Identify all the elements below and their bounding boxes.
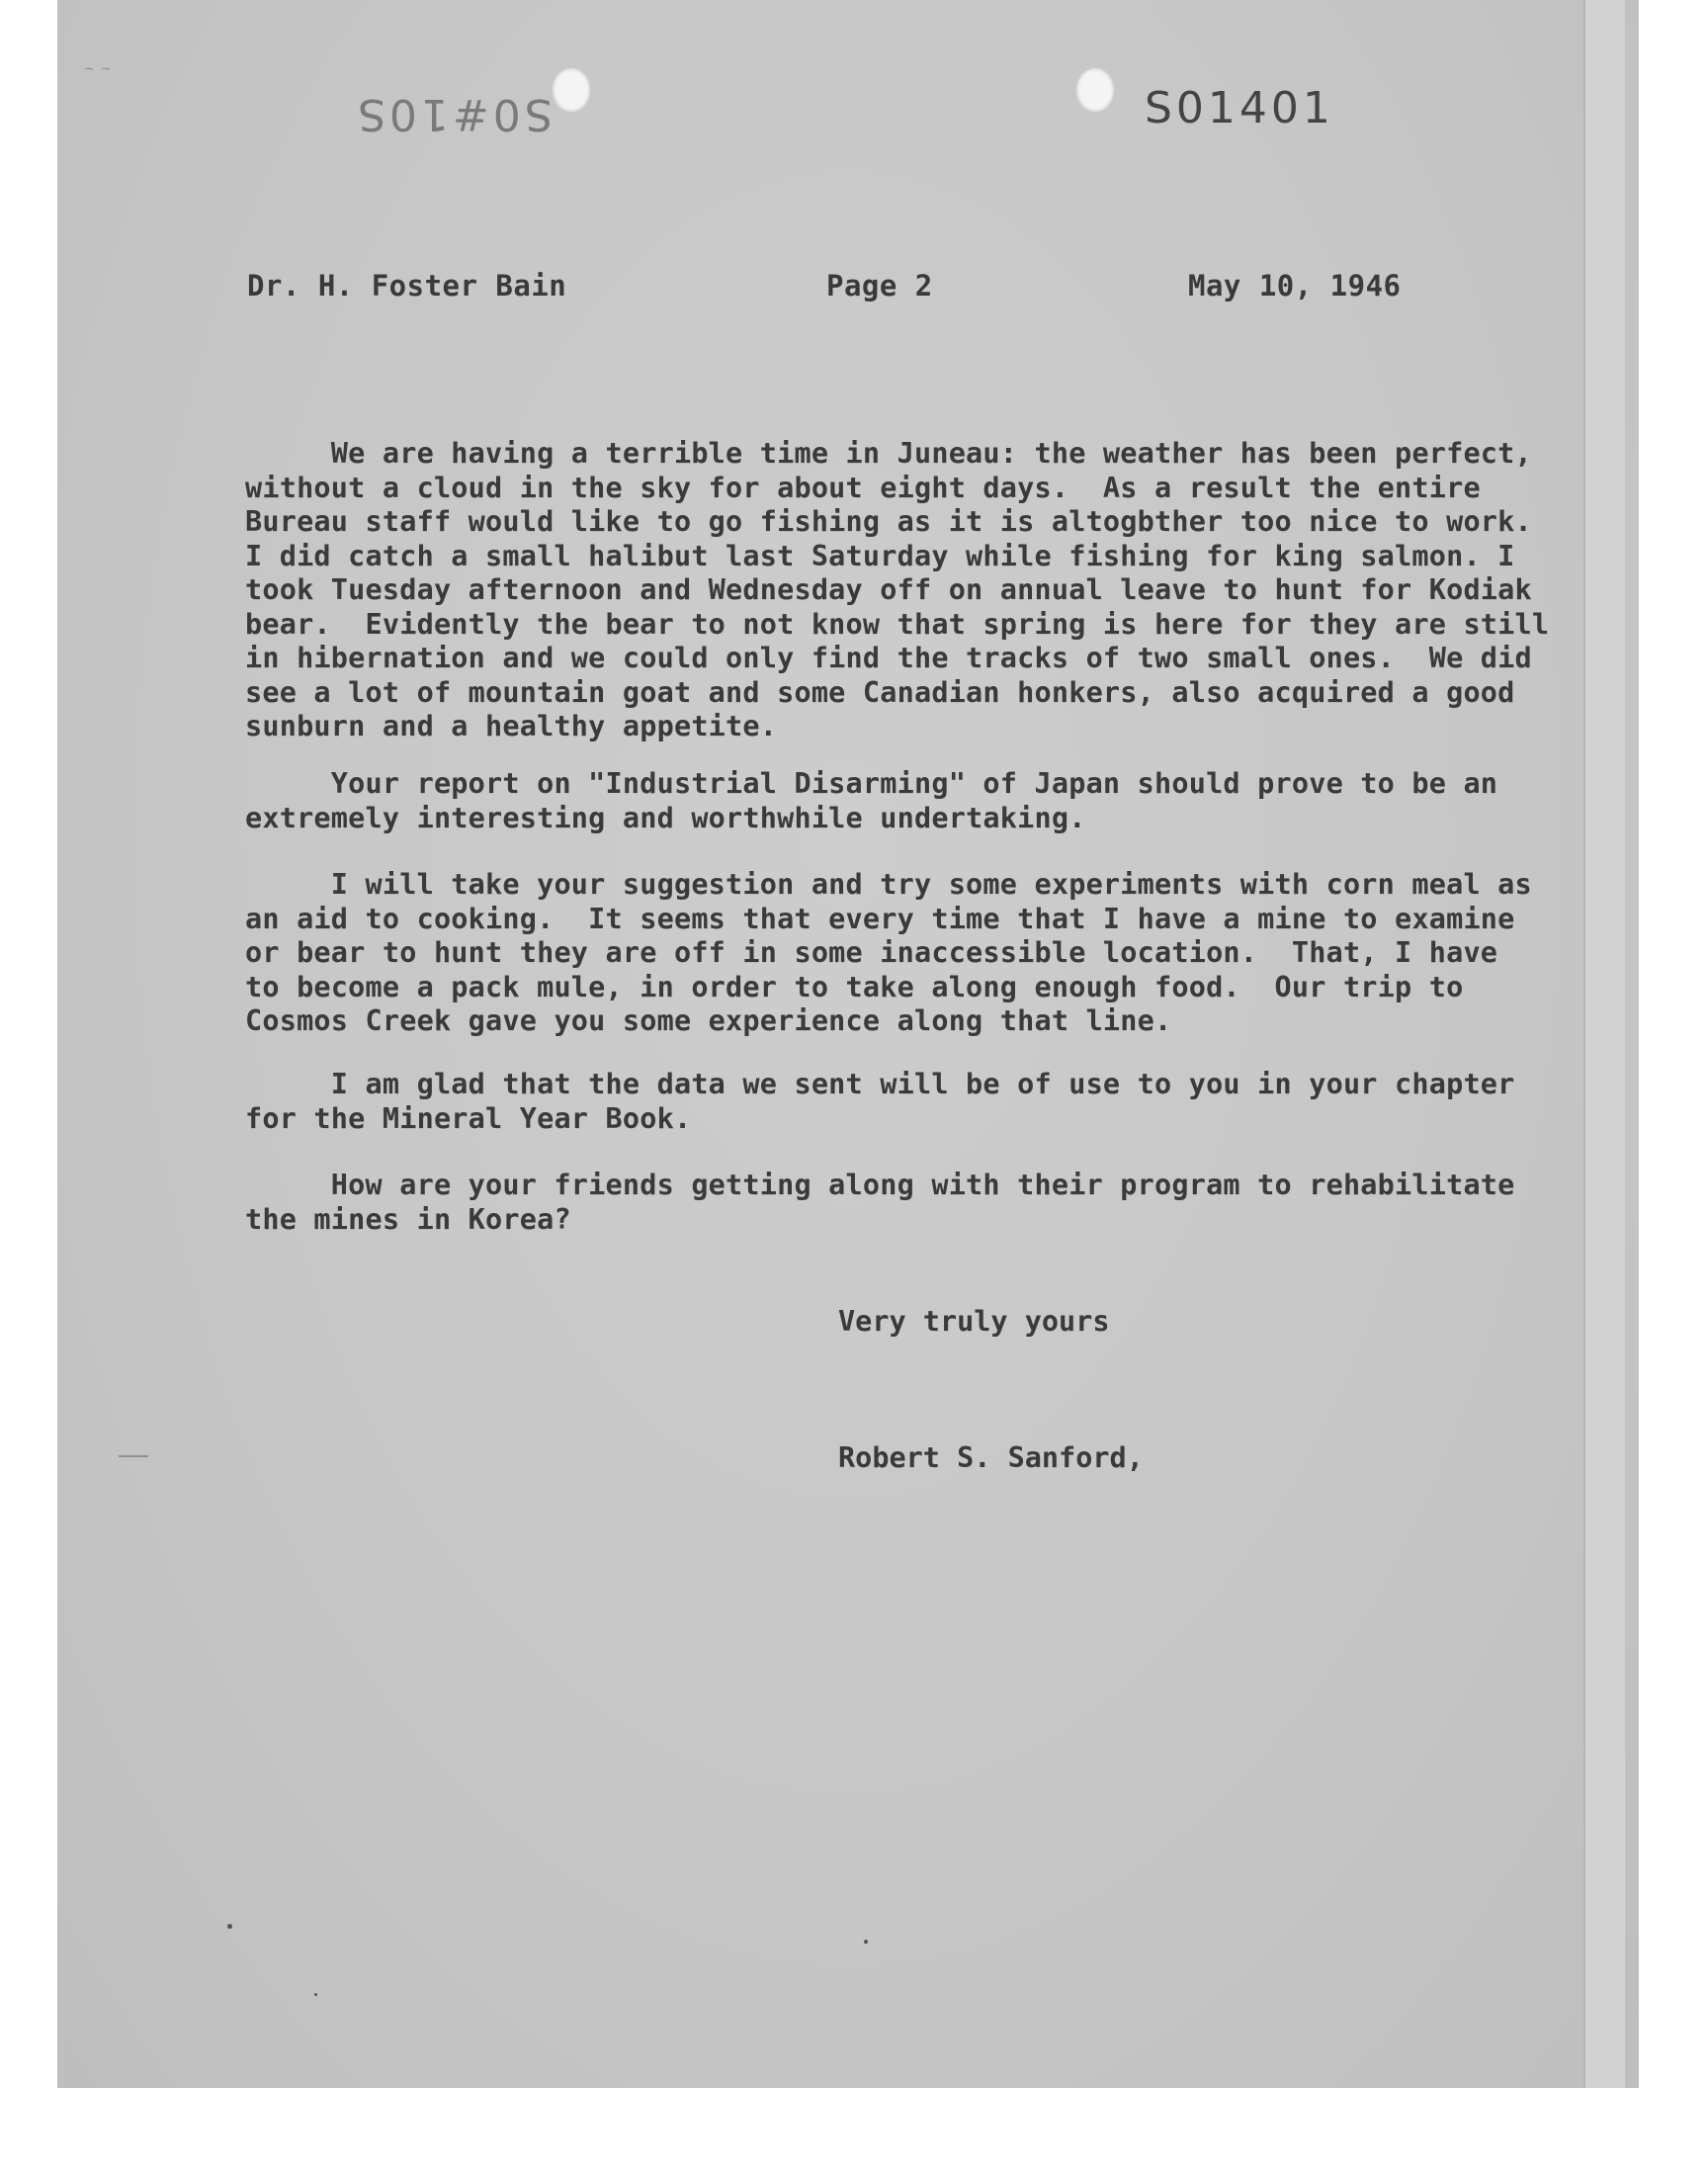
body-paragraph-3: I will take your suggestion and try some experiments with corn meal as an aid to cooking. It seems that every time that I have a mine to examine or bear to hunt they are off in some inaccessible location. That, I have to become a pack mule, in order to take along enough food. Our trip to Cosmos Creek gave you some experience along that line. (245, 868, 1532, 1037)
letter-date: May 10, 1946 (1188, 269, 1402, 303)
paper-speck (864, 1940, 868, 1944)
closing-salutation: Very truly yours (838, 1305, 1110, 1338)
body-paragraph-5: How are your friends getting along with their program to rehabilitate the mines in Korea? (245, 1169, 1515, 1236)
paper-speck (314, 1993, 317, 1996)
margin-scribble: ~ ~ (85, 61, 111, 77)
signature-name: Robert S. Sanford, (838, 1441, 1144, 1474)
punch-hole-right (1075, 67, 1115, 113)
page-number: Page 2 (826, 269, 933, 303)
letter-recipient: Dr. H. Foster Bain (247, 269, 567, 303)
body-paragraph-1: We are having a terrible time in Juneau: the weather has been perfect, without a cloud in the sky for about eight days. As a result the entire Bureau staff would like to go fishing as it is altogbther too nice to work. I did catch a small halibut last Saturday while fishing for king salmon. I took Tuesday afternoon and Wednesday off on annual leave to hunt for Kodiak bear. Evidently the bear to not know that spring is here for they are still in hibernation and we could only find the tracks of two small ones. We did see a lot of mountain goat and some Canadian honkers, also acquired a good sunburn and a healthy appetite. (245, 437, 1550, 742)
punch-hole-left (552, 67, 591, 113)
body-paragraph-2: Your report on "Industrial Disarming" of Japan should prove to be an extremely interesting and worthwhile undertaking. (245, 767, 1498, 834)
stamp-number-left: S0#10S (354, 89, 553, 139)
scanned-letter-page (57, 0, 1639, 2088)
stamp-number-right: S01401 (1145, 83, 1334, 133)
margin-mark (119, 1455, 148, 1457)
page-edge-strip (1583, 0, 1625, 2088)
paper-speck (227, 1924, 232, 1929)
body-paragraph-4: I am glad that the data we sent will be of use to you in your chapter for the Mineral Year Book. (245, 1068, 1515, 1135)
